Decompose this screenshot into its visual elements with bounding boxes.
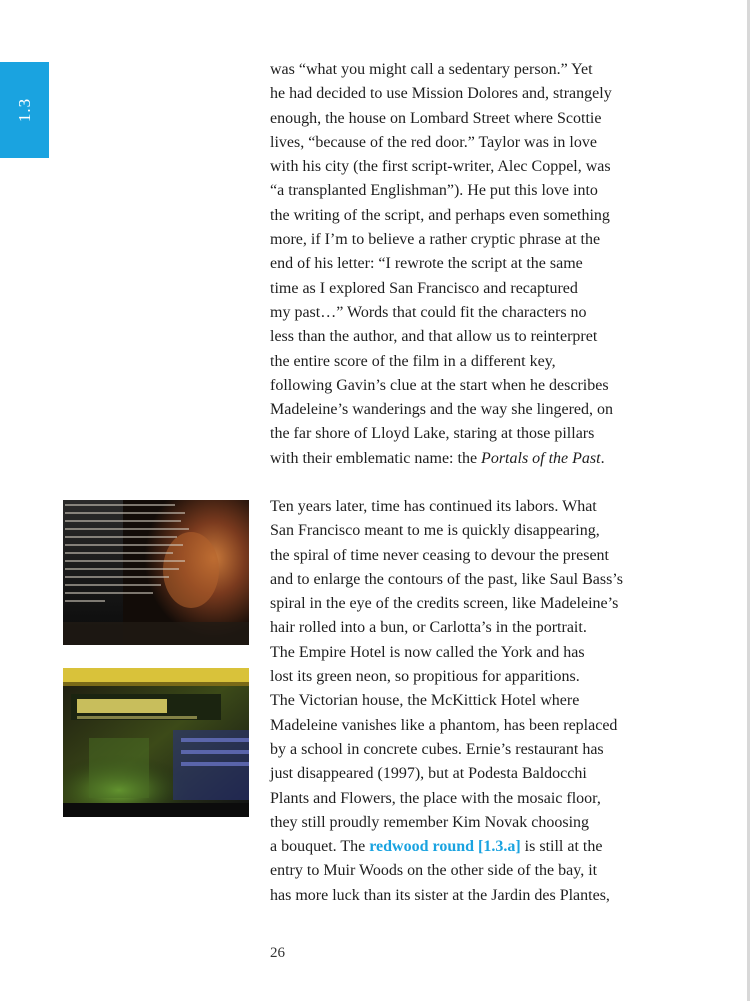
text-line: Ten years later, time has continued its labors. What [270, 498, 597, 515]
text-line: my past…” Words that could fit the characters no [270, 303, 587, 321]
text-segment: a bouquet. The [270, 838, 370, 856]
redwood-round-link[interactable]: redwood round [1.3.a] [369, 838, 521, 856]
text-segment: with their emblematic name: the [270, 449, 482, 467]
text-line: with his city (the first script-writer, Alec Coppel, was [270, 158, 611, 176]
text-line: he had decided to use Mission Dolores and, strangely [270, 85, 612, 103]
text-line: Plants and Flowers, the place with the mosaic floor, [270, 789, 601, 807]
chapter-tab-label: 1.3 [14, 97, 34, 123]
chapter-tab[interactable] [0, 62, 49, 158]
text-line: just disappeared (1997), but at Podesta Baldocchi [270, 765, 587, 783]
text-line: less than the author, and that allow us to reinterpret [270, 328, 598, 346]
text-line: lost its green neon, so propitious for apparitions. [270, 668, 580, 686]
text-line: the entire score of the film in a different key, [270, 352, 556, 370]
text-line-with-link [270, 835, 700, 859]
text-line: Madeleine’s wanderings and the way she lingered, on [270, 401, 614, 419]
text-line: and to enlarge the contours of the past, like Saul Bass’s [270, 570, 623, 588]
text-line: hair rolled into a bun, or Carlotta’s in the portrait. [270, 619, 587, 637]
film-still-flower-shop [63, 668, 249, 817]
text-line-last [270, 447, 700, 471]
text-line: The Empire Hotel is now called the York and has [270, 643, 585, 661]
film-still-podesta-sign [63, 500, 249, 645]
text-line: end of his letter: “I rewrote the script at the same [270, 255, 583, 273]
text-line: the spiral of time never ceasing to devour the present [270, 546, 609, 564]
paragraph-2 [270, 495, 700, 908]
text-line: has more luck than its sister at the Jardin des Plantes, [270, 886, 610, 904]
text-line: time as I explored San Francisco and recaptured [270, 279, 578, 297]
text-line: enough, the house on Lombard Street where Scottie [270, 109, 602, 127]
italic-title: Portals of the Past [481, 449, 601, 467]
paragraph-1 [270, 58, 700, 471]
text-line: The Victorian house, the McKittick Hotel where [270, 692, 580, 710]
text-line: entry to Muir Woods on the other side of the bay, it [270, 862, 598, 880]
text-line: Madeleine vanishes like a phantom, has been replaced [270, 716, 618, 734]
page-number: 26 [270, 945, 285, 961]
text-line: more, if I’m to believe a rather cryptic phrase at the [270, 231, 601, 249]
text-line: the far shore of Lloyd Lake, staring at those pillars [270, 425, 595, 443]
text-line: spiral in the eye of the credits screen, like Madeleine’s [270, 595, 619, 613]
text-line: they still proudly remember Kim Novak choosing [270, 813, 590, 831]
text-line: following Gavin’s clue at the start when he describes [270, 376, 609, 394]
text-line: San Francisco meant to me is quickly disappearing, [270, 522, 600, 540]
text-segment: is still at the [520, 838, 603, 856]
text-line: by a school in concrete cubes. Ernie’s restaurant has [270, 740, 604, 758]
text-line: was “what you might call a sedentary person.” Yet [270, 61, 593, 78]
text-segment: . [600, 449, 605, 467]
text-line: lives, “because of the red door.” Taylor was in love [270, 133, 597, 151]
text-line: the writing of the script, and perhaps even something [270, 206, 610, 224]
text-line: “a transplanted Englishman”). He put this love into [270, 182, 598, 200]
